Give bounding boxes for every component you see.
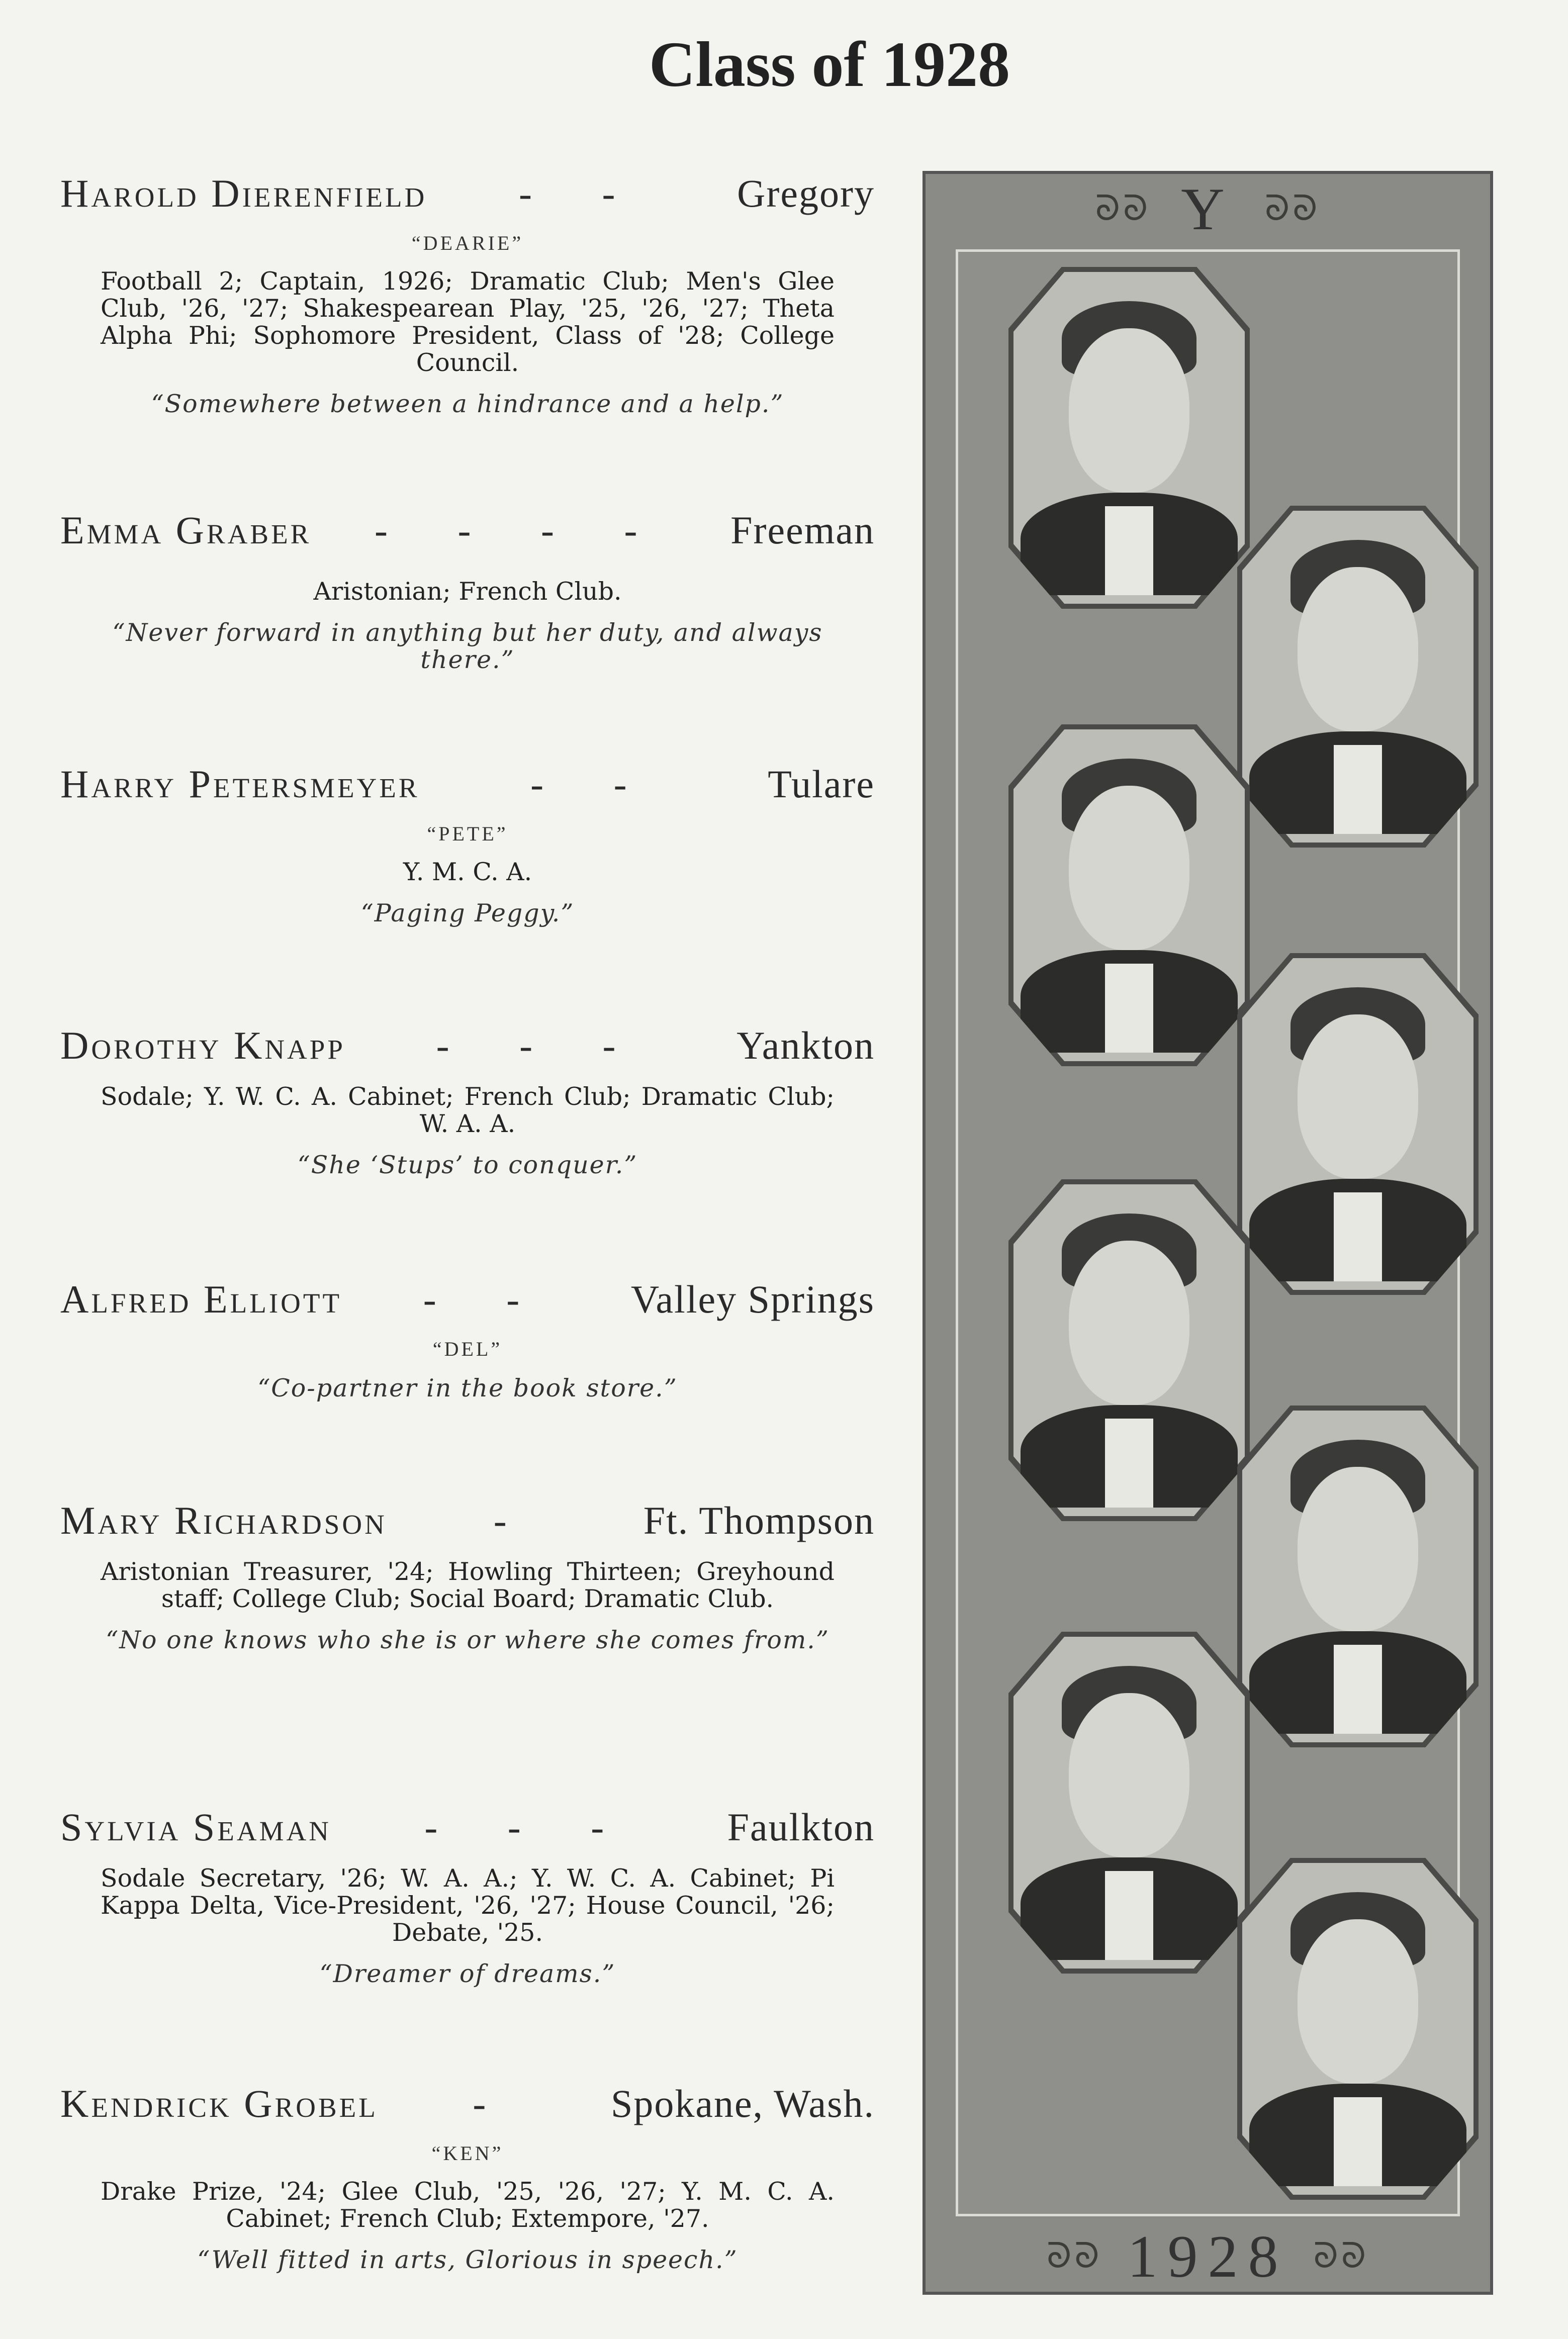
quote: “Somewhere between a hindrance and a help.” [151,390,784,418]
portrait-panel [923,171,1493,2295]
portrait-photo-5 [1008,1179,1250,1521]
hometown: Freeman [730,508,875,552]
student-name: Harry Petersmeyer [60,762,420,806]
entry-heading [60,1498,875,1543]
scroll-ornament-right: ᘐᘐ [1313,2237,1369,2276]
y-emblem: Y [1181,175,1235,242]
student-name: Kendrick Grobel [60,2082,378,2125]
entry-heading [60,171,875,216]
hometown: Tulare [768,762,875,806]
leader-dashes: - - [423,1277,550,1321]
leader-dashes: - - - [436,1023,646,1067]
portrait-photo-3 [1008,724,1250,1066]
leader-dashes: - - - [424,1805,634,1849]
activities: Aristonian Treasurer, '24; Howling Thirteen; Greyhound staff; College Club; Social Board; Dramatic Club. [101,1557,835,1613]
panel-footer-ornament [936,2223,1480,2290]
leader-dashes: - - [530,762,657,806]
hometown: Spokane, Wash. [610,2082,875,2125]
activities: Sodale; Y. W. C. A. Cabinet; French Club; Dramatic Club; W. A. A. [101,1082,835,1138]
quote: “Co-partner in the book store.” [257,1374,678,1402]
entry-heading [60,508,875,553]
entry-heading [60,1805,875,1850]
student-name: Alfred Elliott [60,1277,342,1321]
entry-heading [60,1023,875,1068]
hometown: Yankton [736,1023,875,1067]
student-entry [60,508,875,674]
quote: “Paging Peggy.” [360,899,575,927]
nickname: “DEL” [432,1338,503,1360]
quote: “She ‘Stups’ to conquer.” [297,1151,638,1179]
activities: Drake Prize, '24; Glee Club, '25, '26, '27; Y. M. C. A. Cabinet; French Club; Extempore, '27. [101,2177,835,2233]
activities: Aristonian; French Club. [313,577,622,606]
activities: Sodale Secretary, '26; W. A. A.; Y. W. C. A. Cabinet; Pi Kappa Delta, Vice-President, '26, '27; House Council, '26; Debate, '25. [101,1864,835,1947]
leader-dashes: - [473,2082,516,2125]
portrait-photo-6 [1237,1406,1479,1747]
student-entry [60,2081,875,2274]
panel-header-ornament [936,175,1480,242]
portrait-photo-1 [1008,267,1250,609]
student-entry [60,1277,875,1402]
hometown: Valley Springs [630,1277,875,1321]
scroll-ornament-left: ᘐᘐ [1046,2237,1102,2276]
entry-heading [60,1277,875,1322]
year-label: 1928 [1127,2223,1288,2290]
portrait-photo-4 [1237,953,1479,1295]
scroll-ornament-left: ᘐᘐ [1095,190,1151,228]
portrait-photo-8 [1237,1858,1479,2200]
leader-dashes: - [493,1499,537,1542]
leader-dashes: - - [518,171,645,215]
student-entry [60,762,875,927]
page-title: Class of 1928 [649,29,1010,100]
student-name: Mary Richardson [60,1499,387,1542]
portrait-photo-2 [1237,506,1479,848]
hometown: Faulkton [727,1805,875,1849]
activities: Football 2; Captain, 1926; Dramatic Club; Men's Glee Club, '26, '27; Shakespearean Play, '25, '26, '27; Theta Alpha Phi; Sophomore President, Class of '28; College Council. [101,267,835,377]
entry-heading [60,2081,875,2126]
hometown: Ft. Thompson [643,1499,875,1542]
quote: “Well fitted in arts, Glorious in speech.” [197,2246,738,2274]
quote: “Never forward in anything but her duty, and always there.” [112,618,823,674]
activities: Y. M. C. A. [403,858,532,886]
student-name: Dorothy Knapp [60,1023,345,1067]
scroll-ornament-right: ᘐᘐ [1264,190,1321,228]
leader-dashes: - - - - [375,508,668,552]
student-entry [60,171,875,418]
student-entry [60,1805,875,1988]
student-name: Harold Dierenfield [60,171,427,215]
student-entry [60,1498,875,1654]
student-entry [60,1023,875,1179]
quote: “No one knows who she is or where she comes from.” [106,1626,829,1654]
quote: “Dreamer of dreams.” [319,1959,616,1988]
student-name: Sylvia Seaman [60,1805,331,1849]
nickname: “PETE” [427,822,508,845]
nickname: “KEN” [431,2142,504,2165]
hometown: Gregory [737,171,875,215]
portrait-photo-7 [1008,1632,1250,1974]
entry-heading [60,762,875,807]
nickname: “DEARIE” [411,232,524,254]
student-name: Emma Graber [60,508,312,552]
